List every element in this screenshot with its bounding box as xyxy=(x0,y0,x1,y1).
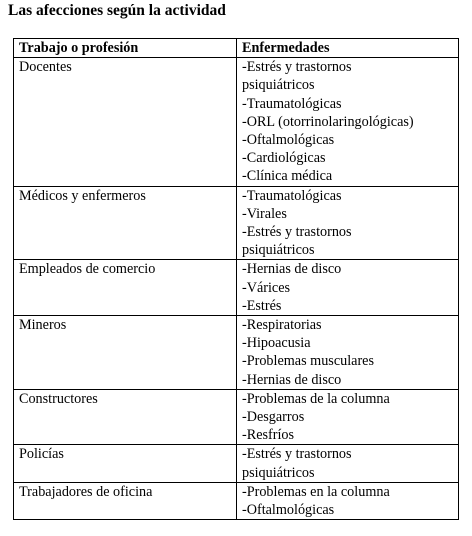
job-label: Policías xyxy=(19,446,64,463)
column-header-enfermedades: Enfermedades xyxy=(237,39,459,58)
disease-item: psiquiátricos xyxy=(242,77,315,94)
table-row xyxy=(14,58,459,186)
disease-item: -Oftalmológicas xyxy=(242,502,335,519)
disease-item: -Traumatológicas xyxy=(242,95,342,112)
diseases-cell xyxy=(237,316,459,390)
job-label: Mineros xyxy=(19,317,67,334)
job-cell xyxy=(14,260,237,316)
disease-item: -Problemas de la columna xyxy=(242,390,390,407)
disease-item: -Problemas musculares xyxy=(242,353,374,370)
job-label: Constructores xyxy=(19,390,98,407)
table-row xyxy=(14,445,459,482)
job-cell xyxy=(14,445,237,482)
disease-item: -Traumatológicas xyxy=(242,187,342,204)
disease-item: -Clínica médica xyxy=(242,168,333,185)
disease-item: -Virales xyxy=(242,205,287,222)
disease-item: -Hernias de disco xyxy=(242,371,342,388)
disease-item: -Desgarros xyxy=(242,409,305,426)
column-header-trabajo: Trabajo o profesión xyxy=(14,39,237,58)
diseases-cell xyxy=(237,58,459,186)
diseases-cell xyxy=(237,482,459,519)
disease-item: -Hernias de disco xyxy=(242,261,342,278)
diseases-cell xyxy=(237,389,459,445)
job-cell xyxy=(14,186,237,260)
diseases-cell xyxy=(237,260,459,316)
job-cell xyxy=(14,482,237,519)
job-cell xyxy=(14,58,237,186)
disease-item: -Estrés y trastornos xyxy=(242,59,352,76)
job-label: Empleados de comercio xyxy=(19,261,156,278)
disease-item: -Resfríos xyxy=(242,427,295,444)
diseases-cell xyxy=(237,445,459,482)
page-title: Las afecciones según la actividad xyxy=(8,2,226,19)
job-cell xyxy=(14,389,237,445)
job-label: Trabajadores de oficina xyxy=(19,483,153,500)
table-row xyxy=(14,316,459,390)
job-cell xyxy=(14,316,237,390)
table-row xyxy=(14,260,459,316)
disease-item: -Respiratorias xyxy=(242,317,322,334)
disease-item: -Hipoacusia xyxy=(242,335,311,352)
table-header-row xyxy=(14,39,459,58)
table-row xyxy=(14,482,459,519)
diseases-cell xyxy=(237,186,459,260)
disease-item: psiquiátricos xyxy=(242,242,315,259)
disease-item: -Estrés y trastornos xyxy=(242,224,352,241)
disease-item: -ORL (otorrinolaringológicas) xyxy=(242,113,414,130)
job-label: Médicos y enfermeros xyxy=(19,187,146,204)
table-row xyxy=(14,389,459,445)
disease-item: -Problemas en la columna xyxy=(242,483,390,500)
disease-item: -Oftalmológicas xyxy=(242,132,335,149)
table-row xyxy=(14,186,459,260)
disease-item: -Várices xyxy=(242,279,291,296)
disease-item: -Estrés y trastornos xyxy=(242,446,352,463)
job-label: Docentes xyxy=(19,59,72,76)
disease-item: -Estrés xyxy=(242,297,282,314)
disease-item: psiquiátricos xyxy=(242,464,315,481)
table-body xyxy=(14,58,459,520)
disease-item: -Cardiológicas xyxy=(242,150,326,167)
afecciones-table xyxy=(13,38,459,520)
